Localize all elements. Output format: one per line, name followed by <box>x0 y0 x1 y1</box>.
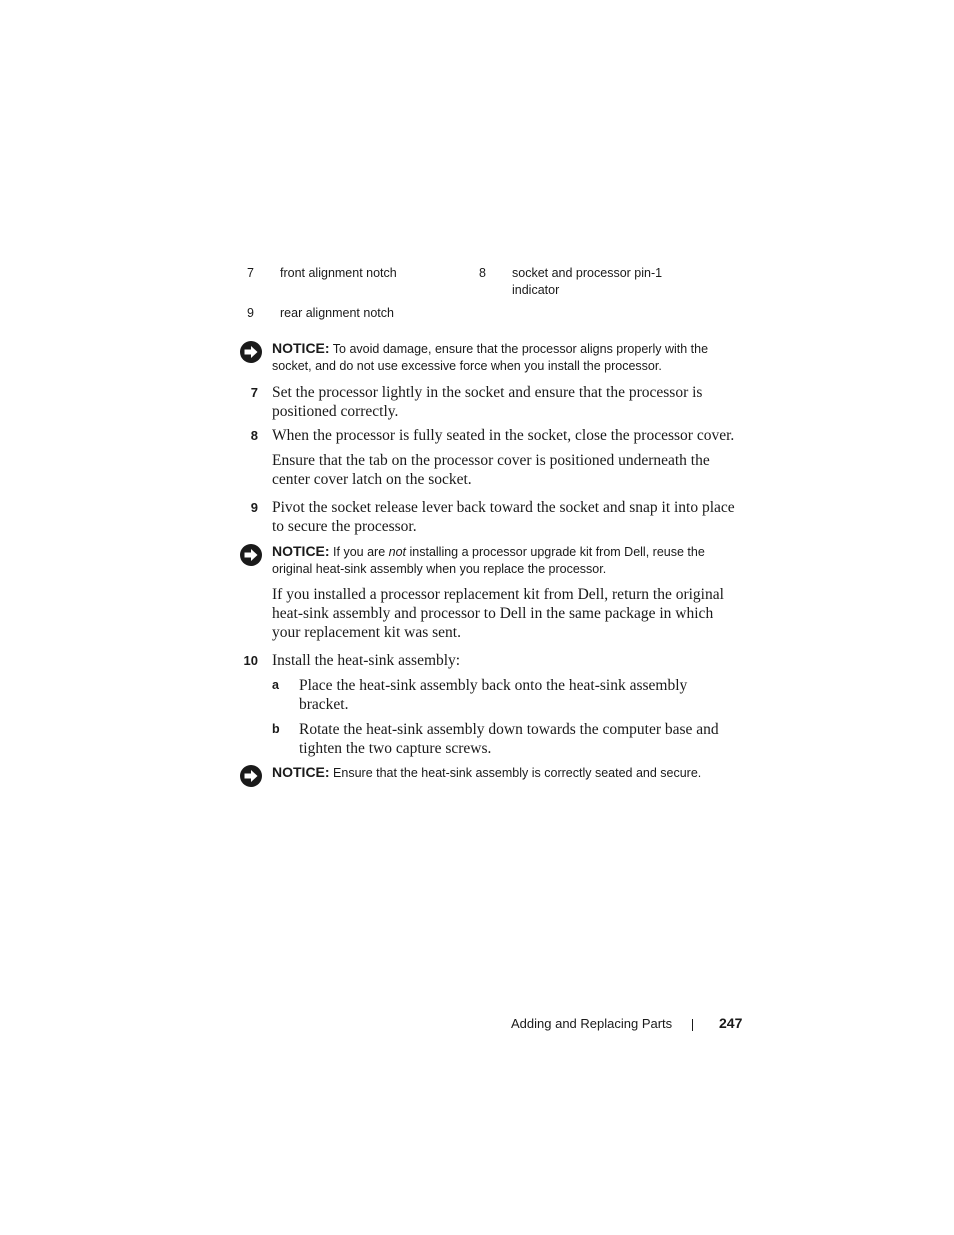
substep-letter: a <box>272 678 279 692</box>
notice-body: If you are <box>329 545 389 559</box>
page-footer <box>500 1015 745 1035</box>
notice-block <box>240 543 740 578</box>
notice-block <box>240 764 740 782</box>
step-number: 8 <box>250 428 258 443</box>
step-item <box>240 383 740 421</box>
legend-label: rear alignment notch <box>280 306 394 320</box>
step-item <box>240 498 740 536</box>
substep-text: Place the heat-sink assembly back onto the heat-sink assembly bracket. <box>299 677 688 713</box>
step-item <box>240 426 740 445</box>
step-paragraph: If you installed a processor replacement kit from Dell, return the original heat-sink assembly and processor to Dell in the same package in which your replacement kit was sent. <box>272 586 724 641</box>
legend-row <box>247 305 747 329</box>
substep-text: Rotate the heat-sink assembly down towards the computer base and tighten the two capture screws. <box>299 721 719 757</box>
step-text: Set the processor lightly in the socket and ensure that the processor is positioned correctly. <box>272 384 703 420</box>
notice-body: installing a processor upgrade kit from Dell, reuse the original heat-sink assembly when you replace the processor. <box>272 545 705 576</box>
step-text: Install the heat-sink assembly: <box>272 652 461 669</box>
notice-heading: NOTICE: <box>272 764 330 780</box>
notice-block <box>240 340 740 375</box>
notice-body: To avoid damage, ensure that the processor aligns properly with the socket, and do not use excessive force when you install the processor. <box>272 342 709 373</box>
substep-item <box>272 720 732 758</box>
notice-body: Ensure that the heat-sink assembly is correctly seated and secure. <box>329 766 702 780</box>
notice-text <box>272 764 732 782</box>
substep-item <box>272 676 732 714</box>
notice-emphasis: not <box>388 545 407 559</box>
callout-legend <box>247 265 747 329</box>
legend-label: front alignment notch <box>280 266 397 280</box>
notice-heading: NOTICE: <box>272 543 330 559</box>
legend-label: socket and processor pin-1 indicator <box>512 266 663 297</box>
step-item <box>240 651 740 670</box>
legend-number: 9 <box>247 306 254 320</box>
notice-arrow-icon <box>240 341 262 363</box>
notice-text <box>272 340 732 375</box>
step-text: When the processor is fully seated in the socket, close the processor cover. <box>272 427 735 444</box>
step-number: 10 <box>243 653 258 668</box>
notice-heading: NOTICE: <box>272 340 330 356</box>
step-number: 9 <box>250 500 258 515</box>
notice-arrow-icon <box>240 765 262 787</box>
notice-arrow-icon <box>240 544 262 566</box>
footer-section-title: Adding and Replacing Parts <box>511 1016 673 1031</box>
substep-letter: b <box>272 722 280 736</box>
footer-divider <box>692 1019 693 1031</box>
legend-number: 7 <box>247 266 254 280</box>
legend-row <box>247 265 747 305</box>
step-text: Pivot the socket release lever back toward the socket and snap it into place to secure the processor. <box>272 499 735 535</box>
page-number: 247 <box>719 1015 743 1031</box>
step-number: 7 <box>250 385 258 400</box>
notice-text <box>272 543 732 578</box>
legend-number: 8 <box>479 266 486 280</box>
step-paragraph: Ensure that the tab on the processor cover is positioned underneath the center cover latch on the socket. <box>272 452 710 488</box>
